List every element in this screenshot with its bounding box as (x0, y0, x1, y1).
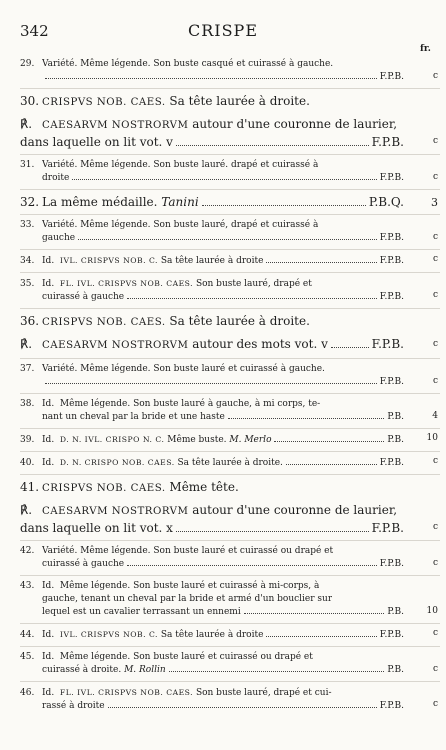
entry-rarity: 10 (426, 606, 438, 616)
entry-source: P.B.Q. (368, 195, 404, 209)
entry-source: F.P.B. (379, 292, 404, 302)
entry-rarity: 3 (431, 196, 438, 209)
entry-id: Id. (42, 399, 55, 409)
entry-rarity: c (432, 339, 438, 349)
entry-rarity: c (432, 71, 438, 81)
entry-text: cuirassé à gauche (42, 292, 125, 302)
entry-text: Son buste lauré, drapé et cui- (195, 688, 332, 698)
entry-number: 37. (20, 364, 35, 374)
entry-text: Sa tête laurée à droite. (169, 94, 310, 108)
page-title: CRISPE (187, 21, 258, 40)
entry-text: Variété. Même légende. Son buste lauré et cuirassé à gauche. (42, 364, 325, 374)
reverse-mark: ℟. (20, 117, 33, 131)
entry-id: Id. (42, 652, 55, 662)
price-column-label: fr. (420, 44, 431, 54)
entry-legend: IVL. CRISPVS NOB. C. (59, 630, 158, 639)
entry-33 (20, 219, 440, 245)
entry-source: F.P.B. (379, 701, 404, 711)
entry-number: 43. (20, 581, 35, 591)
entry-legend: CAESARVM NOSTRORVM (42, 506, 189, 517)
entry-text: La même médaille. (42, 195, 158, 209)
entry-rarity: 10 (426, 433, 438, 443)
entry-text: Même légende. Son buste lauré et cuirassé à mi-corps, à (59, 581, 320, 591)
entry-rarity: c (432, 136, 438, 146)
entry-source: F.P.B. (379, 458, 404, 468)
entry-rarity: c (432, 172, 438, 182)
entry-reference: M. Merlo (229, 435, 272, 445)
entry-text: Même tête. (169, 480, 239, 494)
entry-rarity: 4 (432, 411, 438, 421)
entry-text: lequel est un cavalier terrassant un ennemi (42, 607, 241, 617)
entry-number: 35. (20, 279, 35, 289)
entry-number: 44. (20, 630, 35, 640)
entry-source: F.P.B. (379, 256, 404, 266)
entry-legend: D. N. IVL. CRISPO N. C. (59, 435, 165, 444)
entry-rarity: c (432, 522, 438, 532)
entry-text: Variété. Même légende. Son buste lauré. drapé et cuirassé à (42, 160, 319, 170)
entry-text: Sa tête laurée à droite (160, 256, 264, 266)
entry-text: Même buste. (167, 435, 227, 445)
entry-text: cuirassé à droite. (42, 665, 122, 675)
entry-number: 42. (20, 546, 35, 556)
entry-number: 34. (20, 256, 35, 266)
entry-rarity: c (432, 456, 438, 466)
entry-37 (20, 363, 440, 389)
entry-id: Id. (42, 279, 55, 289)
reverse-mark: ℟. (20, 503, 33, 517)
entry-source: F.P.B. (379, 173, 404, 183)
entry-number: 39. (20, 435, 35, 445)
entry-text: gauche, tenant un cheval par la bride et armé d'un bouclier sur (42, 594, 333, 604)
entry-legend: CAESARVM NOSTRORVM (42, 340, 189, 351)
entry-id: Id. (42, 581, 55, 591)
entry-text: Sa tête laurée à droite. (177, 458, 283, 468)
entry-source: P.B. (387, 412, 404, 422)
coin-entries (20, 58, 440, 713)
entry-text: autour d'une couronne de laurier, (192, 117, 398, 131)
entry-42 (20, 545, 440, 571)
entry-text: gauche (42, 233, 76, 243)
entry-number: 31. (20, 160, 35, 170)
reverse-mark: ℟. (20, 337, 33, 351)
entry-text: droite (42, 173, 70, 183)
entry-46 (20, 686, 440, 713)
entry-rarity: c (432, 376, 438, 386)
entry-id: Id. (42, 458, 55, 468)
entry-source: P.B. (387, 435, 404, 445)
entry-text: Sa tête laurée à droite (160, 630, 264, 640)
entry-legend: CRISPVS NOB. CAES. (42, 483, 166, 494)
entry-38 (20, 398, 440, 424)
entry-source: F.P.B. (379, 630, 404, 640)
entry-36 (20, 313, 440, 331)
entry-legend: FL. IVL. CRISPVS NOB. CAES. (59, 688, 194, 697)
entry-number: 30. (20, 94, 40, 108)
entry-id: Id. (42, 688, 55, 698)
entry-source: F.P.B. (371, 337, 404, 351)
entry-40 (20, 456, 440, 470)
entry-source: F.P.B. (371, 521, 404, 535)
entry-44 (20, 628, 440, 642)
entry-text: cuirassé à gauche (42, 559, 125, 569)
entry-32 (20, 194, 440, 210)
entry-text: Sa tête laurée à droite. (169, 314, 310, 328)
entry-45 (20, 651, 440, 677)
reverse-2 (20, 336, 440, 354)
entry-reference: Tanini (161, 195, 199, 209)
entry-text: nant un cheval par la bride et une haste (42, 412, 225, 422)
reverse-1 (20, 116, 440, 150)
entry-number: 32. (20, 195, 40, 209)
entry-text: Son buste lauré, drapé et (195, 279, 312, 289)
entry-number: 46. (20, 688, 35, 698)
entry-source: F.P.B. (379, 72, 404, 82)
entry-source: F.P.B. (379, 559, 404, 569)
entry-number: 36. (20, 314, 40, 328)
entry-legend: D. N. CRISPO NOB. CAES. (59, 458, 175, 467)
entry-number: 33. (20, 220, 35, 230)
entry-legend: CRISPVS NOB. CAES. (42, 97, 166, 108)
entry-rarity: c (432, 232, 438, 242)
entry-rarity: c (432, 628, 438, 638)
entry-text: Variété. Même légende. Son buste casqué et cuirassé à gauche. (42, 59, 334, 69)
entry-text: Variété. Même légende. Son buste lauré et cuirassé ou drapé et (42, 546, 334, 556)
reverse-3 (20, 502, 440, 536)
entry-rarity: c (432, 254, 438, 264)
entry-id: Id. (42, 630, 55, 640)
entry-legend: CRISPVS NOB. CAES. (42, 317, 166, 328)
entry-source: F.P.B. (379, 233, 404, 243)
entry-number: 38. (20, 399, 35, 409)
entry-number: 29. (20, 59, 35, 69)
entry-reference: M. Rollin (124, 665, 166, 675)
entry-number: 40. (20, 458, 35, 468)
entry-30 (20, 93, 440, 111)
entry-rarity: c (432, 558, 438, 568)
entry-source: P.B. (387, 665, 404, 675)
entry-text: Variété. Même légende. Son buste lauré, drapé et cuirassé à (42, 220, 319, 230)
entry-id: Id. (42, 256, 55, 266)
entry-number: 45. (20, 652, 35, 662)
entry-rarity: c (432, 664, 438, 674)
entry-rarity: c (432, 290, 438, 300)
entry-41 (20, 479, 440, 497)
entry-35 (20, 277, 440, 304)
entry-legend: IVL. CRISPVS NOB. C. (59, 256, 158, 265)
entry-source: P.B. (387, 607, 404, 617)
entry-text: Même légende. Son buste lauré et cuirassé ou drapé et (59, 652, 313, 662)
entry-text: autour des mots vot. v (192, 337, 328, 351)
entry-31 (20, 159, 440, 185)
entry-text: dans laquelle on lit vot. x (20, 521, 173, 535)
entry-34 (20, 254, 440, 268)
entry-id: Id. (42, 435, 55, 445)
entry-source: F.P.B. (379, 377, 404, 387)
entry-text: dans laquelle on lit vot. v (20, 135, 173, 149)
entry-text: autour d'une couronne de laurier, (192, 503, 398, 517)
entry-29 (20, 58, 440, 84)
entry-text: rassé à droite (42, 701, 105, 711)
entry-text: Même légende. Son buste lauré à gauche, à mi corps, te- (59, 399, 321, 409)
entry-number: 41. (20, 480, 40, 494)
entry-rarity: c (432, 699, 438, 709)
page-number: 342 (20, 22, 49, 40)
entry-legend: FL. IVL. CRISPVS NOB. CAES. (59, 279, 194, 288)
entry-legend: CAESARVM NOSTRORVM (42, 120, 189, 131)
entry-43 (20, 580, 440, 619)
entry-39 (20, 433, 440, 447)
entry-source: F.P.B. (371, 135, 404, 149)
